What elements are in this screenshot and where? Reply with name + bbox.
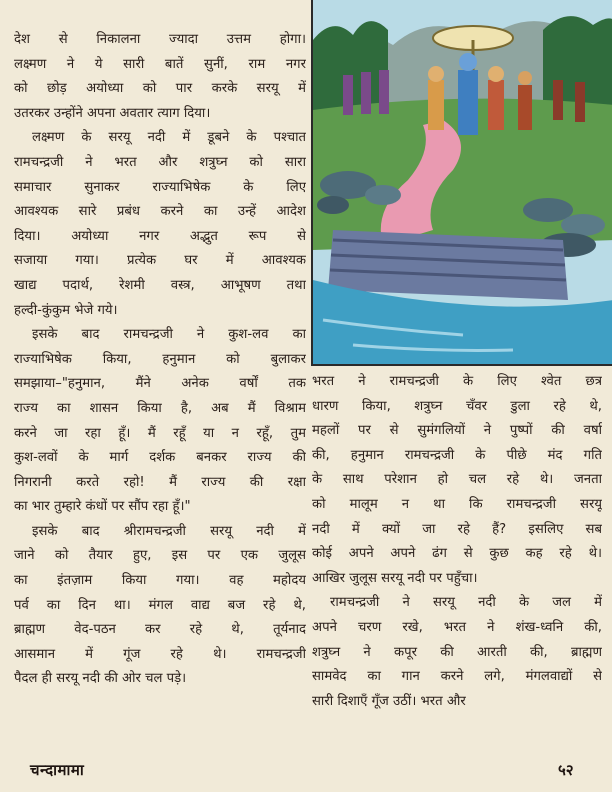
text-line: लक्ष्मण के सरयू नदी में डूबने के पश्चात [32,130,306,146]
text-line: उतरकर उन्होंने अपना अवतार त्याग दिया। [14,105,211,121]
right-text-column [312,370,602,714]
left-text-column [14,28,306,692]
story-illustration [311,0,612,366]
text-line: देश से निकालना ज्यादा उत्तम होगा। [14,32,306,47]
text-line: पर्व का दिन था। मंगल वाद्य बज रहे थे, [14,597,306,613]
text-line: समझाया–"हनुमान, मैंने अनेक वर्षों तक [14,376,306,392]
text-line: आवश्यक सारे प्रबंध करने का उन्हें आदेश [14,204,306,220]
text-line: भरत ने रामचन्द्रजी के लिए श्वेत छत्र [312,374,602,389]
text-line: अपने चरण रखे, भरत ने शंख-ध्वनि की, [312,619,602,635]
text-line: राज्य का शासन किया है, अब मैं विश्राम [14,400,306,416]
text-line: की, हनुमान रामचन्द्रजी के पीछे मंद गति [312,447,602,463]
page-number: ५२ [558,761,574,779]
text-line: कोई अपने अपने ढंग से कुछ कह रहे थे। [312,546,602,562]
text-line: हल्दी-कुंकुम भेजे गये। [14,302,118,318]
text-line: का भार तुम्हारे कंधों पर सौंप रहा हूँ।" [14,499,191,515]
text-line: लक्ष्मण ने ये सारी बातें सुनीं, राम नगर [14,56,306,72]
text-line: रामचन्द्रजी ने भरत और शत्रुघ्न को सारा [14,154,306,170]
text-line: को मालूम न था कि रामचन्द्रजी सरयू [312,496,602,512]
text-line: राज्याभिषेक किया, हनुमान को बुलाकर [14,351,306,367]
text-line: सारी दिशाएँ गूँज उठीं। भरत और [312,693,466,709]
text-line: धारण किया, शत्रुघ्न चँवर डुला रहे थे, [312,398,602,414]
text-line: को छोड़ अयोध्या को पार करके सरयू में [14,81,306,97]
text-line: ब्राह्मण वेद-पठन कर रहे थे, तूर्यनाद [14,622,306,638]
text-line: कुश-लवों के मार्ग दर्शक बनकर राज्य की [14,450,306,466]
text-line: इसके बाद श्रीरामचन्द्रजी सरयू नदी में [32,523,306,539]
text-line: शत्रुघ्न ने कपूर की आरती की, ब्राह्मण [312,644,602,660]
text-line: सजाया गया। प्रत्येक घर में आवश्यक [14,253,306,269]
illustration-canvas [313,0,612,366]
text-line: के साथ परेशान हो चल रहे थे। जनता [312,472,602,488]
text-line: पैदल ही सरयू नदी की ओर चल पड़े। [14,671,187,687]
text-line: निगरानी करते रहो! मैं राज्य की रक्षा [14,474,306,490]
text-line: दिया। अयोध्या नगर अद्भुत रूप से [14,228,306,244]
text-line: जाने को तैयार हुए, इस पर एक जुलूस [14,548,306,564]
text-line: समाचार सुनाकर राज्याभिषेक के लिए [14,179,306,195]
text-line: आखिर जुलूस सरयू नदी पर पहुँचा। [312,570,478,586]
text-line: का इंतज़ाम किया गया। वह महोदय [14,573,306,589]
text-line: सामवेद का गान करने लगे, मंगलवाद्यों से [312,669,602,685]
text-line: आसमान में गूंज रहे थे। रामचन्द्रजी [14,646,306,662]
text-line: नदी में क्यों जा रहे हैं? इसलिए सब [312,521,602,537]
magazine-title: चन्दामामा [30,761,85,779]
text-line: रामचन्द्रजी ने सरयू नदी के जल में [330,595,602,611]
text-line: खाद्य पदार्थ, रेशमी वस्त्र, आभूषण तथा [14,277,306,293]
text-line: महलों पर से सुमंगलियों ने पुष्पों की वर्षा [312,423,602,439]
text-line: करने जा रहा हूँ। मैं रहूँ या न रहूँ, तुम [14,425,306,441]
text-line: इसके बाद रामचन्द्रजी ने कुश-लव का [32,327,306,343]
